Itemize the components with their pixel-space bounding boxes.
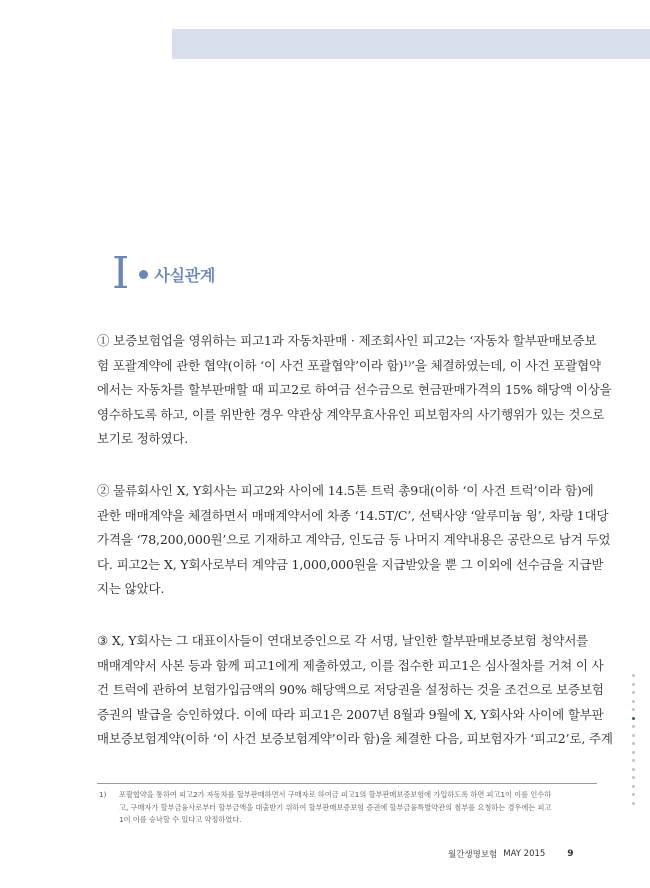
paragraph-line: 건 트럭에 관하여 보험가입금액의 90% 해당액으로 저당권을 설정하는 것을 조건으로 보증보험 (97, 682, 604, 698)
page-dot (632, 734, 635, 737)
page-dot (632, 674, 635, 677)
page-dot (632, 742, 635, 745)
paragraph-3 (97, 629, 613, 752)
page-dot-active (632, 717, 635, 720)
footnote-line: 1이 이를 승낙할 수 있다고 약정하였다. (119, 815, 242, 824)
page-dot (632, 708, 635, 711)
header-band (172, 29, 650, 59)
footnote-body (119, 789, 597, 827)
bullet-dot-icon (139, 270, 148, 279)
paragraph-line: ① 보증보험업을 영위하는 피고1과 자동차판매 · 제조회사인 피고2는 ‘자동차 할부판매보증보 (97, 333, 597, 348)
page-dot (632, 785, 635, 788)
footnote-line: 고, 구매자가 할부금융사로부터 할부금액을 대출받기 위하여 할부판매보증보험 증권에 할부금융특별약관의 첨부를 요청하는 경우에는 피고 (119, 802, 552, 812)
paragraph-line: 매보증보험계약(이하 ‘이 사건 보증보험계약’이라 함)을 체결한 다음, 피보험자가 ‘피고2’로, 주계 (97, 731, 613, 747)
page-dot (632, 691, 635, 694)
page-dot (632, 768, 635, 771)
page-dot (632, 751, 635, 754)
paragraph-line: 험 포괄계약에 관한 협약(이하 ‘이 사건 포괄협약’이라 함)¹⁾’을 체결하였는데, 이 사건 포괄협약 (97, 357, 601, 373)
section-heading (112, 248, 216, 299)
footnote (97, 789, 597, 827)
page-indicator (630, 674, 636, 805)
paragraph-1 (97, 329, 612, 452)
paragraph-line: 가격을 ‘78,200,000원’으로 기재하고 계약금, 인도금 등 나머지 계약내용은 공란으로 남겨 두었 (97, 532, 611, 548)
page-footer (448, 848, 574, 860)
footnote-divider (97, 783, 597, 784)
issue-label: MAY 2015 (503, 849, 546, 859)
paragraph-line: 에서는 자동차를 할부판매할 때 피고2로 하여금 선수금으로 현금판매가격의 15% 해당액 이상을 (97, 382, 612, 398)
section-title: 사실관계 (154, 265, 216, 285)
footnote-number: 1) (99, 790, 107, 799)
paragraph-line: 관한 매매계약을 체결하면서 매매계약서에 차종 ‘14.5T/C’, 선택사양 ‘알루미늄 윙’, 차량 1대당 (97, 507, 609, 523)
page-dot (632, 700, 635, 703)
footnote-line: 포괄협약을 통하여 피고2가 자동차를 할부판매하면서 구매자로 하여금 피고1의 할부판매보증보험에 가입하도록 하면 피고1이 이를 인수하 (119, 790, 552, 799)
paragraph-line: 다. 피고2는 X, Y회사로부터 계약금 1,000,000원을 지급받았을 뿐 그 이외에 선수금을 지급받 (97, 556, 604, 572)
paragraph-line: ③ X, Y회사는 그 대표이사들이 연대보증인으로 각 서명, 날인한 할부판매보증보험 청약서를 (97, 633, 589, 648)
page-dot (632, 725, 635, 728)
paragraph-2 (97, 479, 611, 602)
paragraph-line: 영수하도록 하고, 이를 위반한 경우 약관상 계약무효사유인 피보험자의 사기행위가 있는 것으로 (97, 406, 605, 422)
paragraph-line: 매매계약서 사본 등과 함께 피고1에게 제출하였고, 이를 접수한 피고1은 심사절차를 거쳐 이 사 (97, 657, 604, 673)
page-dot (632, 802, 635, 805)
paragraph-line: 보기로 정하였다. (97, 431, 189, 447)
paragraph-line: 지는 않았다. (97, 581, 165, 597)
publication-name: 월간생명보험 (448, 850, 498, 860)
section-numeral: I (112, 248, 130, 299)
page-dot (632, 683, 635, 686)
page-number: 9 (567, 849, 574, 859)
paragraph-line: ② 물류회사인 X, Y회사는 피고2와 사이에 14.5톤 트럭 총9대(이하 ‘이 사건 트럭’이라 함)에 (97, 483, 594, 498)
paragraph-line: 증권의 발급을 승인하였다. 이에 따라 피고1은 2007년 8월과 9월에 X, Y회사와 사이에 할부판 (97, 706, 604, 722)
page-dot (632, 776, 635, 779)
page-dot (632, 793, 635, 796)
page-dot (632, 759, 635, 762)
